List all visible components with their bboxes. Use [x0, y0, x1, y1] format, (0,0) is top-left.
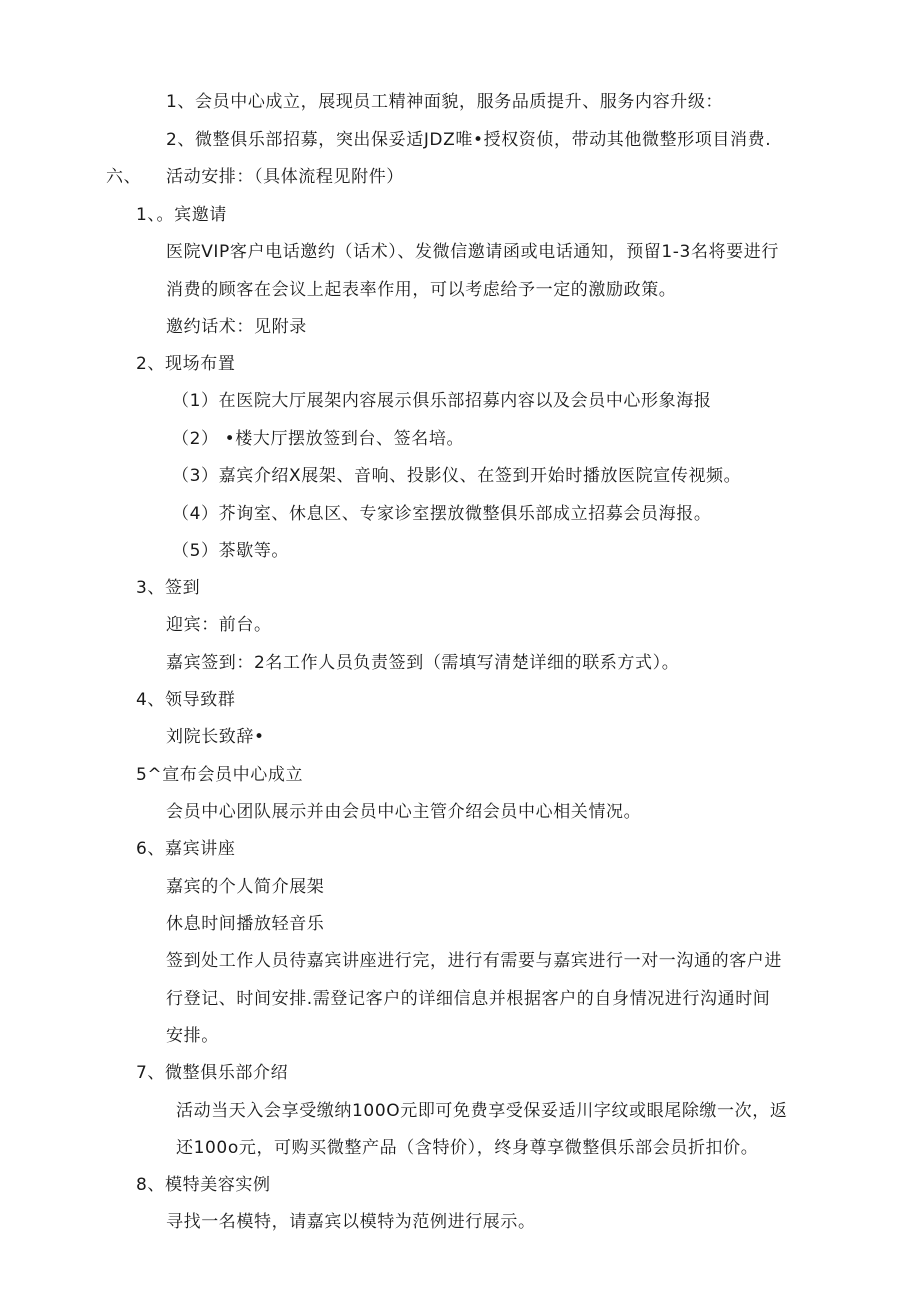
item-8-heading: 8、模特美容实例	[136, 1175, 271, 1195]
item-2-sub-3: （3）嘉宾介绍X展架、音响、投影仪、在签到开始时播放医院宣传视频。	[172, 466, 742, 486]
goal-1: 1、会员中心成立，展现员工精神面貌，服务品质提升、服务内容升级：	[166, 92, 724, 112]
section-number: 六、	[106, 167, 142, 187]
item-2-heading: 2、现场布置	[136, 354, 236, 374]
item-6-text-1: 嘉宾的个人简介展架	[166, 877, 325, 897]
item-7-text-1: 活动当天入会享受缴纳100O元即可免费享受保妥适川字纹或眼尾除缴一次，返	[176, 1101, 788, 1121]
item-2-sub-2: （2） •楼大厅摆放签到台、签名培。	[172, 429, 465, 449]
goal-2: 2、微整俱乐部招募，突出保妥适JDZ唯•授权资侦，带动其他微整形项目消费.	[166, 130, 772, 150]
item-6-text-2: 休息时间播放轻音乐	[166, 914, 325, 934]
item-7-text-2: 还100o元，可购买微整产品（含特价），终身尊享微整俱乐部会员折扣价。	[176, 1138, 759, 1158]
item-2-sub-5: （5）茶歇等。	[172, 541, 290, 561]
section-title: 活动安排：（具体流程见附件）	[166, 167, 404, 187]
item-6-text-5: 安排。	[166, 1026, 219, 1046]
item-1-text-2: 消费的顾客在会议上起表率作用，可以考虑给予一定的激励政策。	[166, 280, 677, 300]
item-1-text-1: 医院VIP客户电话邀约（话术）、发微信邀请函或电话通知，预留1-3名将要进行	[166, 242, 779, 262]
item-6-text-3: 签到处工作人员待嘉宾讲座进行完，进行有需要与嘉宾进行一对一沟通的客户进	[166, 951, 782, 971]
item-5-text-1: 会员中心团队展示并由会员中心主管介绍会员中心相关情况。	[166, 802, 642, 822]
item-6-text-4: 行登记、时间安排.需登记客户的详细信息并根据客户的自身情况进行沟通时间	[166, 989, 771, 1009]
item-1-text-3: 邀约话术：见附录	[166, 317, 307, 337]
item-3-heading: 3、签到	[136, 578, 201, 598]
item-4-text-1: 刘院长致辞•	[166, 727, 265, 747]
item-5-heading: 5^宣布会员中心成立	[136, 765, 304, 785]
item-4-heading: 4、领导致群	[136, 690, 236, 710]
item-3-text-1: 迎宾：前台。	[166, 615, 272, 635]
item-2-sub-1: （1）在医院大厅展架内容展示俱乐部招募内容以及会员中心形象海报	[172, 391, 712, 411]
item-8-text-1: 寻找一名模特，请嘉宾以模特为范例进行展示。	[166, 1212, 536, 1232]
item-3-text-2: 嘉宾签到：2名工作人员负责签到（需填写清楚详细的联系方式）。	[166, 653, 680, 673]
item-1-heading: 1、。宾邀请	[136, 205, 227, 225]
item-2-sub-4: （4）芥询室、休息区、专家诊室摆放微整俱乐部成立招募会员海报。	[172, 504, 712, 524]
item-7-heading: 7、微整俱乐部介绍	[136, 1063, 289, 1083]
item-6-heading: 6、嘉宾讲座	[136, 839, 236, 859]
